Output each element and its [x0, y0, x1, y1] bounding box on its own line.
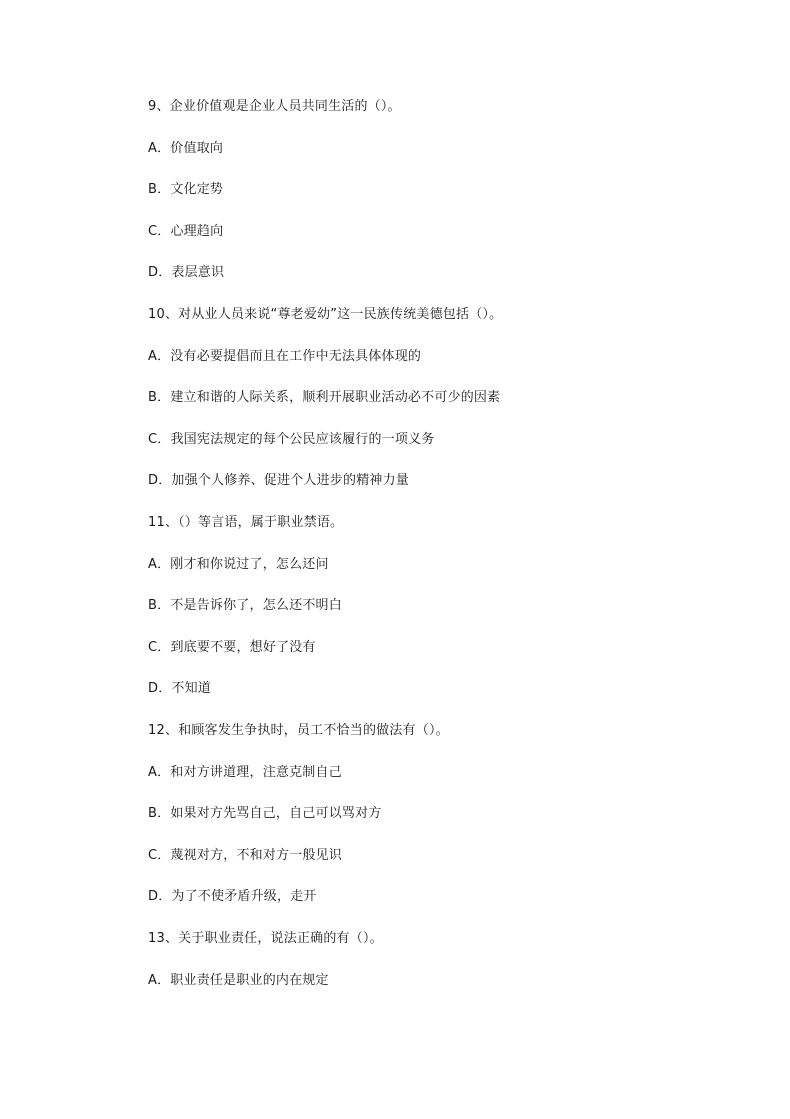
question-11-option-a: A．刚才和你说过了，怎么还问 [148, 557, 329, 572]
question-9-option-a: A．价值取向 [148, 141, 224, 156]
question-13-option-a: A．职业责任是职业的内在规定 [148, 973, 329, 988]
question-11-option-d: D．不知道 [148, 681, 212, 696]
question-12-option-d: D．为了不使矛盾升级，走开 [148, 889, 317, 904]
question-9: 9、企业价值观是企业人员共同生活的（）。 [148, 99, 401, 114]
question-12: 12、和顾客发生争执时，员工不恰当的做法有（）。 [148, 723, 449, 738]
question-12-option-b: B．如果对方先骂自己，自己可以骂对方 [148, 806, 382, 821]
question-10-option-c: C．我国宪法规定的每个公民应该履行的一项义务 [148, 432, 435, 447]
question-10-option-a: A．没有必要提倡而且在工作中无法具体体现的 [148, 349, 422, 364]
question-9-option-c: C．心理趋向 [148, 224, 224, 239]
question-9-option-b: B．文化定势 [148, 182, 224, 197]
question-11-option-b: B．不是告诉你了，怎么还不明白 [148, 598, 342, 613]
question-12-option-c: C．蔑视对方，不和对方一般见识 [148, 848, 343, 863]
question-11: 11、（）等言语，属于职业禁语。 [148, 515, 344, 530]
question-9-option-d: D．表层意识 [148, 265, 225, 280]
question-10: 10、对从业人员来说“尊老爱幼”这一民族传统美德包括（）。 [148, 307, 503, 322]
question-12-option-a: A．和对方讲道理，注意克制自己 [148, 765, 342, 780]
question-11-option-c: C．到底要不要，想好了没有 [148, 640, 316, 655]
question-10-option-d: D．加强个人修养、促进个人进步的精神力量 [148, 473, 410, 488]
question-10-option-b: B．建立和谐的人际关系，顺利开展职业活动必不可少的因素 [148, 390, 501, 405]
question-13: 13、关于职业责任，说法正确的有（）。 [148, 931, 383, 946]
